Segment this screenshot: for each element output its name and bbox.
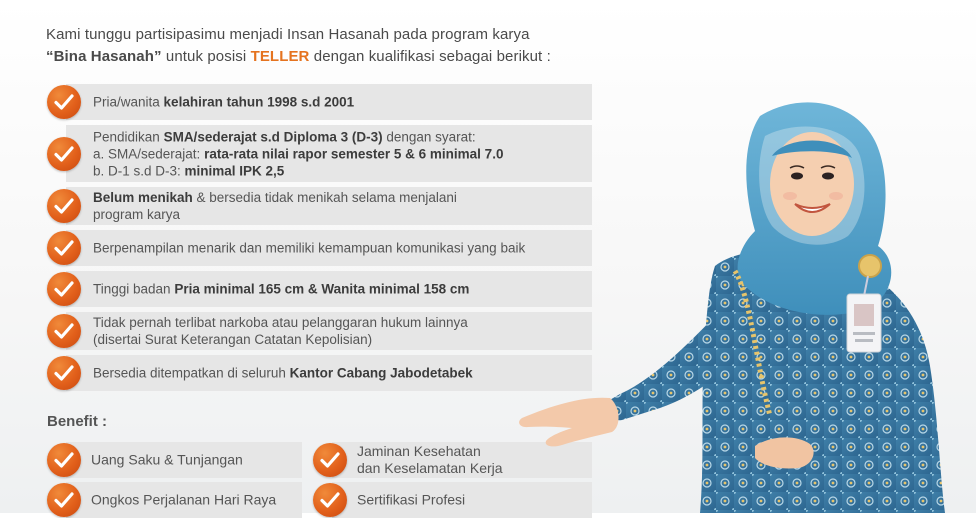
hand-shape <box>755 437 814 468</box>
requirement-text: Tidak pernah terlibat narkoba atau pelanggaran hukum lainnya (disertai Surat Keterangan Catatan Kepolisian) <box>93 315 468 347</box>
benefit-item <box>46 442 302 478</box>
brooch <box>859 255 881 277</box>
check-circle-icon <box>313 443 347 477</box>
intro-line1: Kami tunggu partisipasimu menjadi Insan Hasanah pada program karya <box>46 26 530 43</box>
benefit-text: Uang Saku & Tunjangan <box>91 451 243 468</box>
program-name: “Bina Hasanah” <box>46 48 162 65</box>
check-circle-icon <box>47 483 81 517</box>
requirement-text: Berpenampilan menarik dan memiliki kemampuan komunikasi yang baik <box>93 240 526 256</box>
check-circle-icon <box>313 483 347 517</box>
check-circle-icon <box>47 356 81 390</box>
intro-paragraph <box>46 24 606 68</box>
benefit-text: Sertifikasi Profesi <box>357 491 466 508</box>
check-circle-icon <box>47 231 81 265</box>
requirement-text: Pendidikan SMA/sederajat s.d Diploma 3 (D-3) dengan syarat: a. SMA/sederajat: rata-rata nilai rapor semester 5 & 6 minimal 7.0 b. D-1 s.d D-3: minimal IPK 2,5 <box>93 129 504 178</box>
requirement-text: Pria/wanita kelahiran tahun 1998 s.d 2001 <box>93 94 355 110</box>
intro-mid: untuk posisi <box>161 48 251 65</box>
check-circle-icon <box>47 443 81 477</box>
hand-shape <box>519 398 618 447</box>
requirement-text: Belum menikah & bersedia tidak menikah selama menjalani program karya <box>93 190 457 222</box>
check-circle-icon <box>47 85 81 119</box>
requirement-text: Tinggi badan Pria minimal 165 cm & Wanita minimal 158 cm <box>93 281 470 297</box>
check-circle-icon <box>47 189 81 223</box>
check-circle-icon <box>47 272 81 306</box>
teller-person-illustration <box>500 96 976 513</box>
requirement-text: Bersedia ditempatkan di seluruh Kantor Cabang Jabodetabek <box>93 365 473 381</box>
benefit-text: Ongkos Perjalanan Hari Raya <box>91 491 277 508</box>
check-circle-icon <box>47 137 81 171</box>
benefit-text: Jaminan Kesehatan dan Keselamatan Kerja <box>357 443 503 476</box>
position-name: TELLER <box>250 48 310 65</box>
check-circle-icon <box>47 314 81 348</box>
benefit-heading: Benefit : <box>47 413 107 430</box>
intro-tail: dengan kualifikasi sebagai berikut : <box>309 48 551 65</box>
